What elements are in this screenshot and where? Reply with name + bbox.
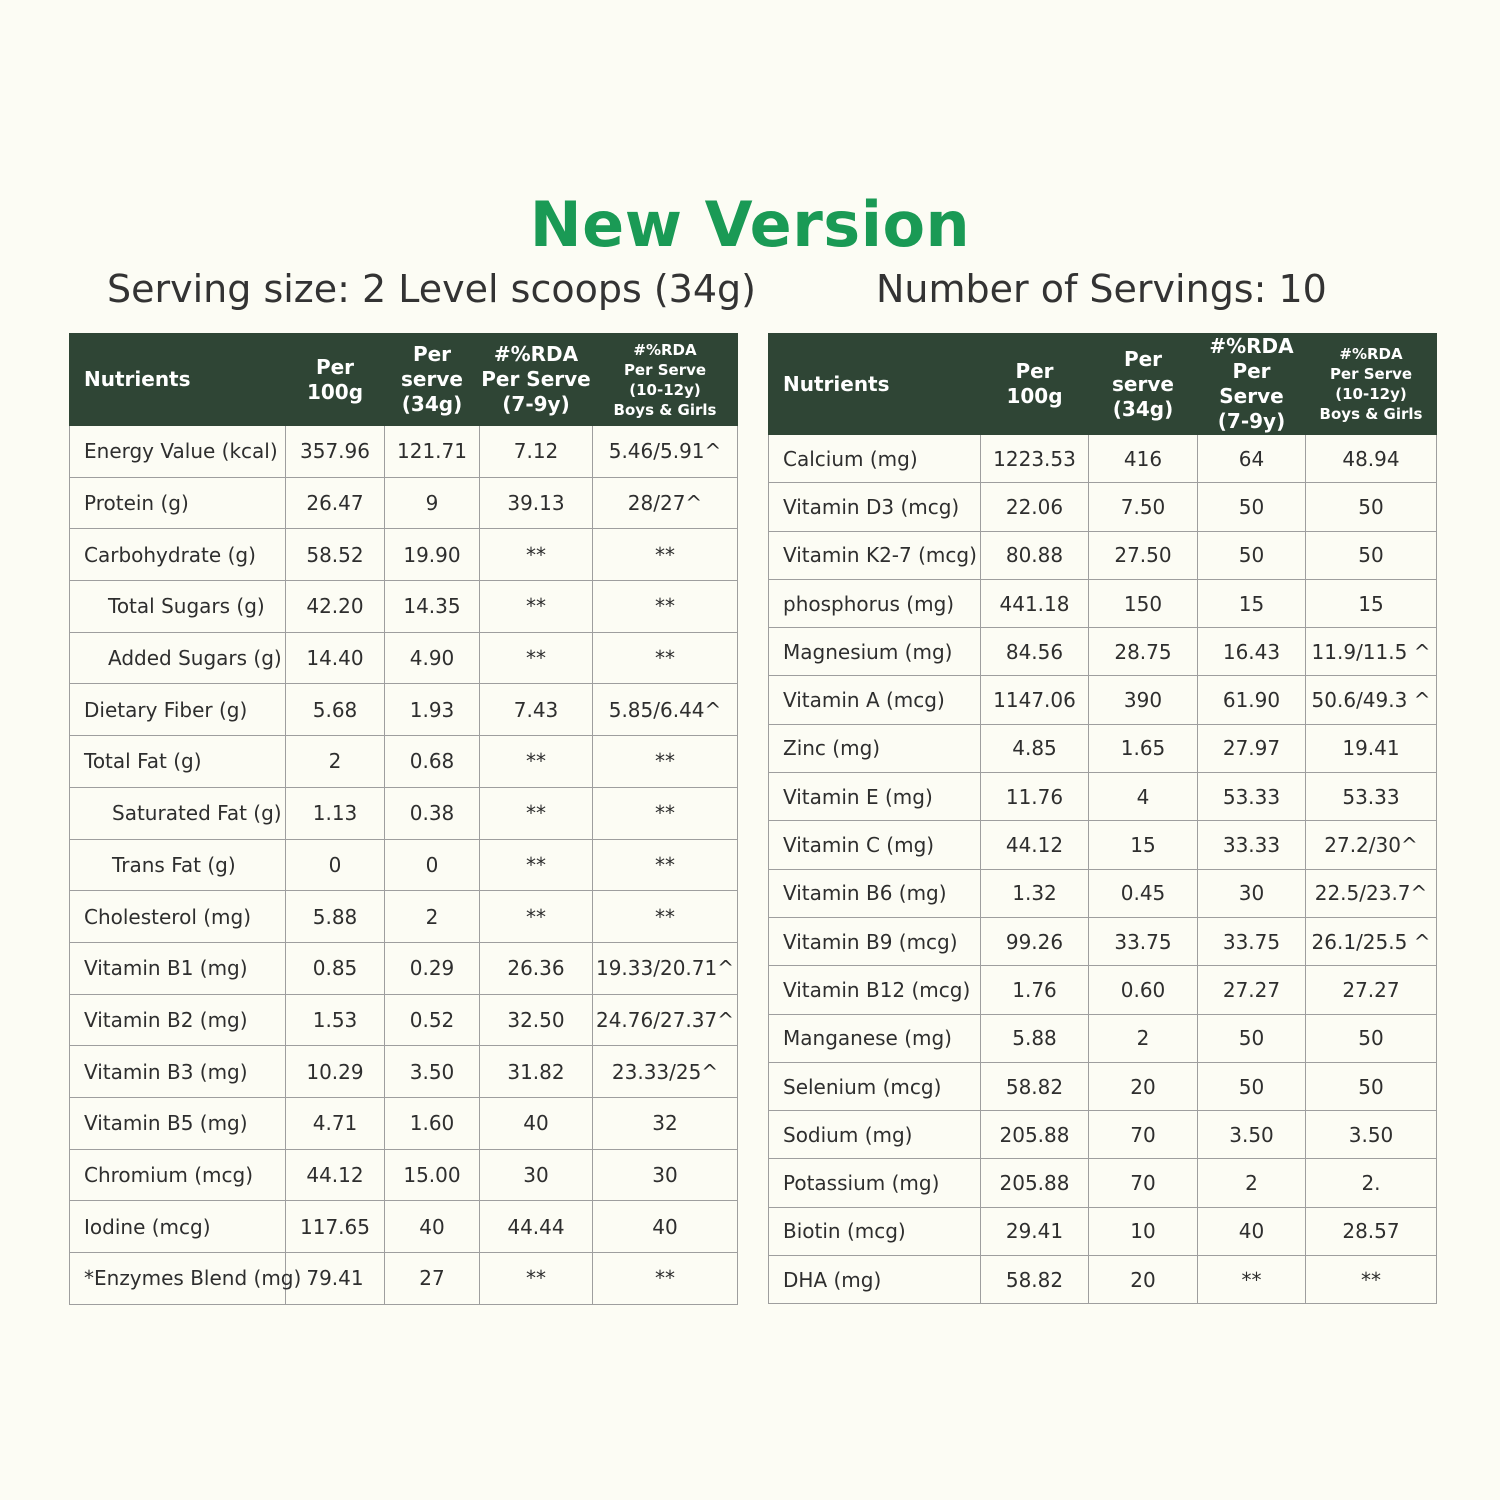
per-100g-cell: 44.12 [286,1149,385,1201]
rda-7-9y-cell: 50 [1198,1014,1306,1062]
per-100g-cell: 58.82 [981,1062,1089,1110]
nutrient-name-cell: Chromium (mcg) [70,1149,286,1201]
per-100g-cell: 79.41 [286,1253,385,1305]
rda-7-9y-cell: 26.36 [480,942,593,994]
per-serve-cell: 121.71 [385,426,480,478]
table-row [769,628,1437,676]
table-row [70,736,738,788]
nutrient-name-cell: Manganese (mg) [769,1014,981,1062]
nutrient-name-cell: Vitamin B6 (mg) [769,869,981,917]
rda-10-12y-cell: 19.33/20.71^ [593,942,738,994]
table-row [70,1149,738,1201]
per-100g-cell: 1223.53 [981,435,1089,483]
nutrient-name-cell: Vitamin D3 (mcg) [769,483,981,531]
nutrient-name-cell: Total Sugars (g) [70,581,286,633]
rda-7-9y-cell: 64 [1198,435,1306,483]
table-row [769,1014,1437,1062]
rda-7-9y-cell: 30 [480,1149,593,1201]
nutrient-name-cell: Saturated Fat (g) [70,787,286,839]
rda-10-12y-cell: 50 [1306,1014,1437,1062]
per-serve-cell: 4 [1089,773,1198,821]
table-body-right [769,435,1437,1304]
per-serve-cell: 15.00 [385,1149,480,1201]
rda-10-12y-cell: ** [593,891,738,943]
rda-7-9y-cell: 50 [1198,483,1306,531]
rda-10-12y-cell: 50.6/49.3 ^ [1306,676,1437,724]
nutrient-name-cell: Magnesium (mg) [769,628,981,676]
table-row [70,839,738,891]
per-serve-cell: 1.93 [385,684,480,736]
rda-10-12y-cell: ** [593,529,738,581]
rda-7-9y-cell: 27.27 [1198,966,1306,1014]
per-serve-cell: 33.75 [1089,917,1198,965]
per-100g-cell: 5.88 [981,1014,1089,1062]
table-row [769,579,1437,627]
rda-10-12y-cell: 24.76/27.37^ [593,994,738,1046]
nutrient-name-cell: Biotin (mcg) [769,1207,981,1255]
rda-10-12y-cell: 27.2/30^ [1306,821,1437,869]
per-100g-cell: 5.68 [286,684,385,736]
per-100g-cell: 4.71 [286,1097,385,1149]
rda-10-12y-cell: 40 [593,1201,738,1253]
per-serve-cell: 14.35 [385,581,480,633]
per-serve-cell: 27 [385,1253,480,1305]
table-row [70,632,738,684]
nutrition-table-right [768,333,1437,1304]
per-serve-cell: 40 [385,1201,480,1253]
per-100g-cell: 441.18 [981,579,1089,627]
rda-7-9y-cell: ** [480,632,593,684]
per-100g-cell: 0.85 [286,942,385,994]
table-row [70,1201,738,1253]
per-serve-cell: 10 [1089,1207,1198,1255]
per-serve-cell: 1.60 [385,1097,480,1149]
table-row [70,1253,738,1305]
per-100g-cell: 10.29 [286,1046,385,1098]
rda-10-12y-cell: 48.94 [1306,435,1437,483]
nutrient-name-cell: DHA (mg) [769,1256,981,1304]
rda-10-12y-cell: ** [593,581,738,633]
table-row [769,531,1437,579]
nutrient-name-cell: phosphorus (mg) [769,579,981,627]
rda-10-12y-cell: 50 [1306,483,1437,531]
table-row [769,724,1437,772]
rda-7-9y-cell: 44.44 [480,1201,593,1253]
nutrient-name-cell: Added Sugars (g) [70,632,286,684]
per-100g-cell: 357.96 [286,426,385,478]
rda-7-9y-cell: 50 [1198,1062,1306,1110]
rda-7-9y-cell: 31.82 [480,1046,593,1098]
per-serve-cell: 15 [1089,821,1198,869]
table-row [769,1256,1437,1304]
rda-7-9y-cell: 2 [1198,1159,1306,1207]
table-row [769,1207,1437,1255]
per-100g-cell: 84.56 [981,628,1089,676]
rda-10-12y-cell: 19.41 [1306,724,1437,772]
rda-7-9y-cell: 7.43 [480,684,593,736]
table-row [70,1046,738,1098]
nutrient-name-cell: Zinc (mg) [769,724,981,772]
per-serve-cell: 0 [385,839,480,891]
rda-7-9y-cell: ** [480,891,593,943]
rda-10-12y-cell: 5.85/6.44^ [593,684,738,736]
table-row [70,581,738,633]
per-serve-cell: 2 [385,891,480,943]
nutrient-name-cell: Sodium (mg) [769,1111,981,1159]
per-100g-cell: 26.47 [286,477,385,529]
per-100g-cell: 99.26 [981,917,1089,965]
table-header-row [769,334,1437,435]
table-row [70,426,738,478]
per-100g-cell: 1147.06 [981,676,1089,724]
rda-7-9y-cell: 40 [480,1097,593,1149]
rda-10-12y-cell: 50 [1306,531,1437,579]
table-row [70,787,738,839]
header-rda-10-12y: #%RDA Per Serve (10-12y) Boys & Girls [593,334,738,426]
header-nutrients: Nutrients [769,334,981,435]
table-header-row [70,334,738,426]
per-100g-cell: 0 [286,839,385,891]
nutrient-name-cell: Vitamin K2-7 (mcg) [769,531,981,579]
nutrient-name-cell: Vitamin A (mcg) [769,676,981,724]
table-row [769,435,1437,483]
table-row [70,994,738,1046]
rda-10-12y-cell: 50 [1306,1062,1437,1110]
nutrient-name-cell: Iodine (mcg) [70,1201,286,1253]
per-serve-cell: 7.50 [1089,483,1198,531]
header-per-serve: Per serve (34g) [1089,334,1198,435]
table-row [70,942,738,994]
rda-10-12y-cell: 27.27 [1306,966,1437,1014]
rda-10-12y-cell: 26.1/25.5 ^ [1306,917,1437,965]
rda-10-12y-cell: 23.33/25^ [593,1046,738,1098]
per-100g-cell: 80.88 [981,531,1089,579]
per-100g-cell: 1.76 [981,966,1089,1014]
rda-7-9y-cell: 3.50 [1198,1111,1306,1159]
per-100g-cell: 44.12 [981,821,1089,869]
per-100g-cell: 11.76 [981,773,1089,821]
table-row [769,917,1437,965]
rda-7-9y-cell: 32.50 [480,994,593,1046]
nutrient-name-cell: Selenium (mcg) [769,1062,981,1110]
per-serve-cell: 0.29 [385,942,480,994]
nutrient-name-cell: Energy Value (kcal) [70,426,286,478]
page-title: New Version [529,188,971,261]
per-100g-cell: 22.06 [981,483,1089,531]
nutrient-name-cell: Vitamin E (mg) [769,773,981,821]
per-100g-cell: 205.88 [981,1111,1089,1159]
per-serve-cell: 3.50 [385,1046,480,1098]
per-serve-cell: 27.50 [1089,531,1198,579]
rda-7-9y-cell: ** [480,736,593,788]
nutrient-name-cell: Vitamin B1 (mg) [70,942,286,994]
rda-7-9y-cell: 27.97 [1198,724,1306,772]
rda-10-12y-cell: 2. [1306,1159,1437,1207]
table-row [769,821,1437,869]
serving-size: Serving size: 2 Level scoops (34g) [107,267,756,311]
per-100g-cell: 42.20 [286,581,385,633]
servings-count: Number of Servings: 10 [876,267,1327,311]
rda-7-9y-cell: ** [480,787,593,839]
rda-7-9y-cell: 30 [1198,869,1306,917]
header-per-100g: Per 100g [981,334,1089,435]
table-row [769,483,1437,531]
per-100g-cell: 29.41 [981,1207,1089,1255]
rda-10-12y-cell: ** [593,736,738,788]
per-serve-cell: 390 [1089,676,1198,724]
nutrient-name-cell: Calcium (mg) [769,435,981,483]
nutrient-name-cell: Vitamin B12 (mcg) [769,966,981,1014]
rda-7-9y-cell: 33.33 [1198,821,1306,869]
per-100g-cell: 5.88 [286,891,385,943]
rda-10-12y-cell: ** [593,1253,738,1305]
nutrient-name-cell: Dietary Fiber (g) [70,684,286,736]
nutrient-name-cell: Protein (g) [70,477,286,529]
rda-10-12y-cell: ** [593,787,738,839]
rda-7-9y-cell: 15 [1198,579,1306,627]
table-row [769,1111,1437,1159]
table-row [70,1097,738,1149]
nutrient-name-cell: Carbohydrate (g) [70,529,286,581]
per-100g-cell: 1.53 [286,994,385,1046]
per-serve-cell: 0.68 [385,736,480,788]
rda-10-12y-cell: 15 [1306,579,1437,627]
per-serve-cell: 1.65 [1089,724,1198,772]
nutrient-name-cell: Trans Fat (g) [70,839,286,891]
per-100g-cell: 58.52 [286,529,385,581]
rda-7-9y-cell: 7.12 [480,426,593,478]
per-serve-cell: 4.90 [385,632,480,684]
rda-10-12y-cell: 30 [593,1149,738,1201]
per-serve-cell: 20 [1089,1062,1198,1110]
per-serve-cell: 70 [1089,1159,1198,1207]
table-row [70,477,738,529]
per-serve-cell: 0.52 [385,994,480,1046]
rda-10-12y-cell: 11.9/11.5 ^ [1306,628,1437,676]
table-row [70,684,738,736]
per-serve-cell: 0.45 [1089,869,1198,917]
per-100g-cell: 1.32 [981,869,1089,917]
per-100g-cell: 58.82 [981,1256,1089,1304]
table-row [769,869,1437,917]
rda-7-9y-cell: ** [480,839,593,891]
per-100g-cell: 1.13 [286,787,385,839]
table-row [769,966,1437,1014]
rda-7-9y-cell: ** [480,529,593,581]
per-serve-cell: 70 [1089,1111,1198,1159]
rda-10-12y-cell: 3.50 [1306,1111,1437,1159]
nutrient-name-cell: Total Fat (g) [70,736,286,788]
table-body-left [70,426,738,1305]
table-row [70,529,738,581]
rda-10-12y-cell: 28/27^ [593,477,738,529]
rda-10-12y-cell: 28.57 [1306,1207,1437,1255]
nutrient-name-cell: Vitamin B9 (mcg) [769,917,981,965]
rda-7-9y-cell: 53.33 [1198,773,1306,821]
table-row [70,891,738,943]
table-row [769,1159,1437,1207]
per-serve-cell: 19.90 [385,529,480,581]
rda-7-9y-cell: ** [480,581,593,633]
nutrient-name-cell: Vitamin B2 (mg) [70,994,286,1046]
header-per-serve: Per serve (34g) [385,334,480,426]
header-per-100g: Per 100g [286,334,385,426]
per-100g-cell: 4.85 [981,724,1089,772]
rda-7-9y-cell: ** [1198,1256,1306,1304]
per-serve-cell: 416 [1089,435,1198,483]
rda-7-9y-cell: ** [480,1253,593,1305]
per-serve-cell: 9 [385,477,480,529]
nutrient-name-cell: *Enzymes Blend (mg) [70,1253,286,1305]
rda-7-9y-cell: 50 [1198,531,1306,579]
per-serve-cell: 0.60 [1089,966,1198,1014]
table-row [769,1062,1437,1110]
header-rda-7-9y: #%RDA Per Serve (7-9y) [480,334,593,426]
nutrient-name-cell: Potassium (mg) [769,1159,981,1207]
per-100g-cell: 117.65 [286,1201,385,1253]
rda-10-12y-cell: ** [1306,1256,1437,1304]
nutrition-table-left [69,333,738,1305]
rda-7-9y-cell: 39.13 [480,477,593,529]
rda-10-12y-cell: 32 [593,1097,738,1149]
nutrient-name-cell: Cholesterol (mg) [70,891,286,943]
table-row [769,676,1437,724]
table-row [769,773,1437,821]
rda-7-9y-cell: 40 [1198,1207,1306,1255]
header-rda-7-9y: #%RDA Per Serve (7-9y) [1198,334,1306,435]
nutrient-name-cell: Vitamin C (mg) [769,821,981,869]
rda-7-9y-cell: 16.43 [1198,628,1306,676]
per-serve-cell: 20 [1089,1256,1198,1304]
per-serve-cell: 0.38 [385,787,480,839]
rda-10-12y-cell: ** [593,839,738,891]
nutrient-name-cell: Vitamin B5 (mg) [70,1097,286,1149]
per-100g-cell: 2 [286,736,385,788]
rda-7-9y-cell: 33.75 [1198,917,1306,965]
per-serve-cell: 2 [1089,1014,1198,1062]
rda-10-12y-cell: ** [593,632,738,684]
rda-10-12y-cell: 22.5/23.7^ [1306,869,1437,917]
rda-10-12y-cell: 53.33 [1306,773,1437,821]
rda-10-12y-cell: 5.46/5.91^ [593,426,738,478]
header-rda-10-12y: #%RDA Per Serve (10-12y) Boys & Girls [1306,334,1437,435]
nutrient-name-cell: Vitamin B3 (mg) [70,1046,286,1098]
per-100g-cell: 205.88 [981,1159,1089,1207]
per-serve-cell: 150 [1089,579,1198,627]
per-serve-cell: 28.75 [1089,628,1198,676]
rda-7-9y-cell: 61.90 [1198,676,1306,724]
per-100g-cell: 14.40 [286,632,385,684]
header-nutrients: Nutrients [70,334,286,426]
